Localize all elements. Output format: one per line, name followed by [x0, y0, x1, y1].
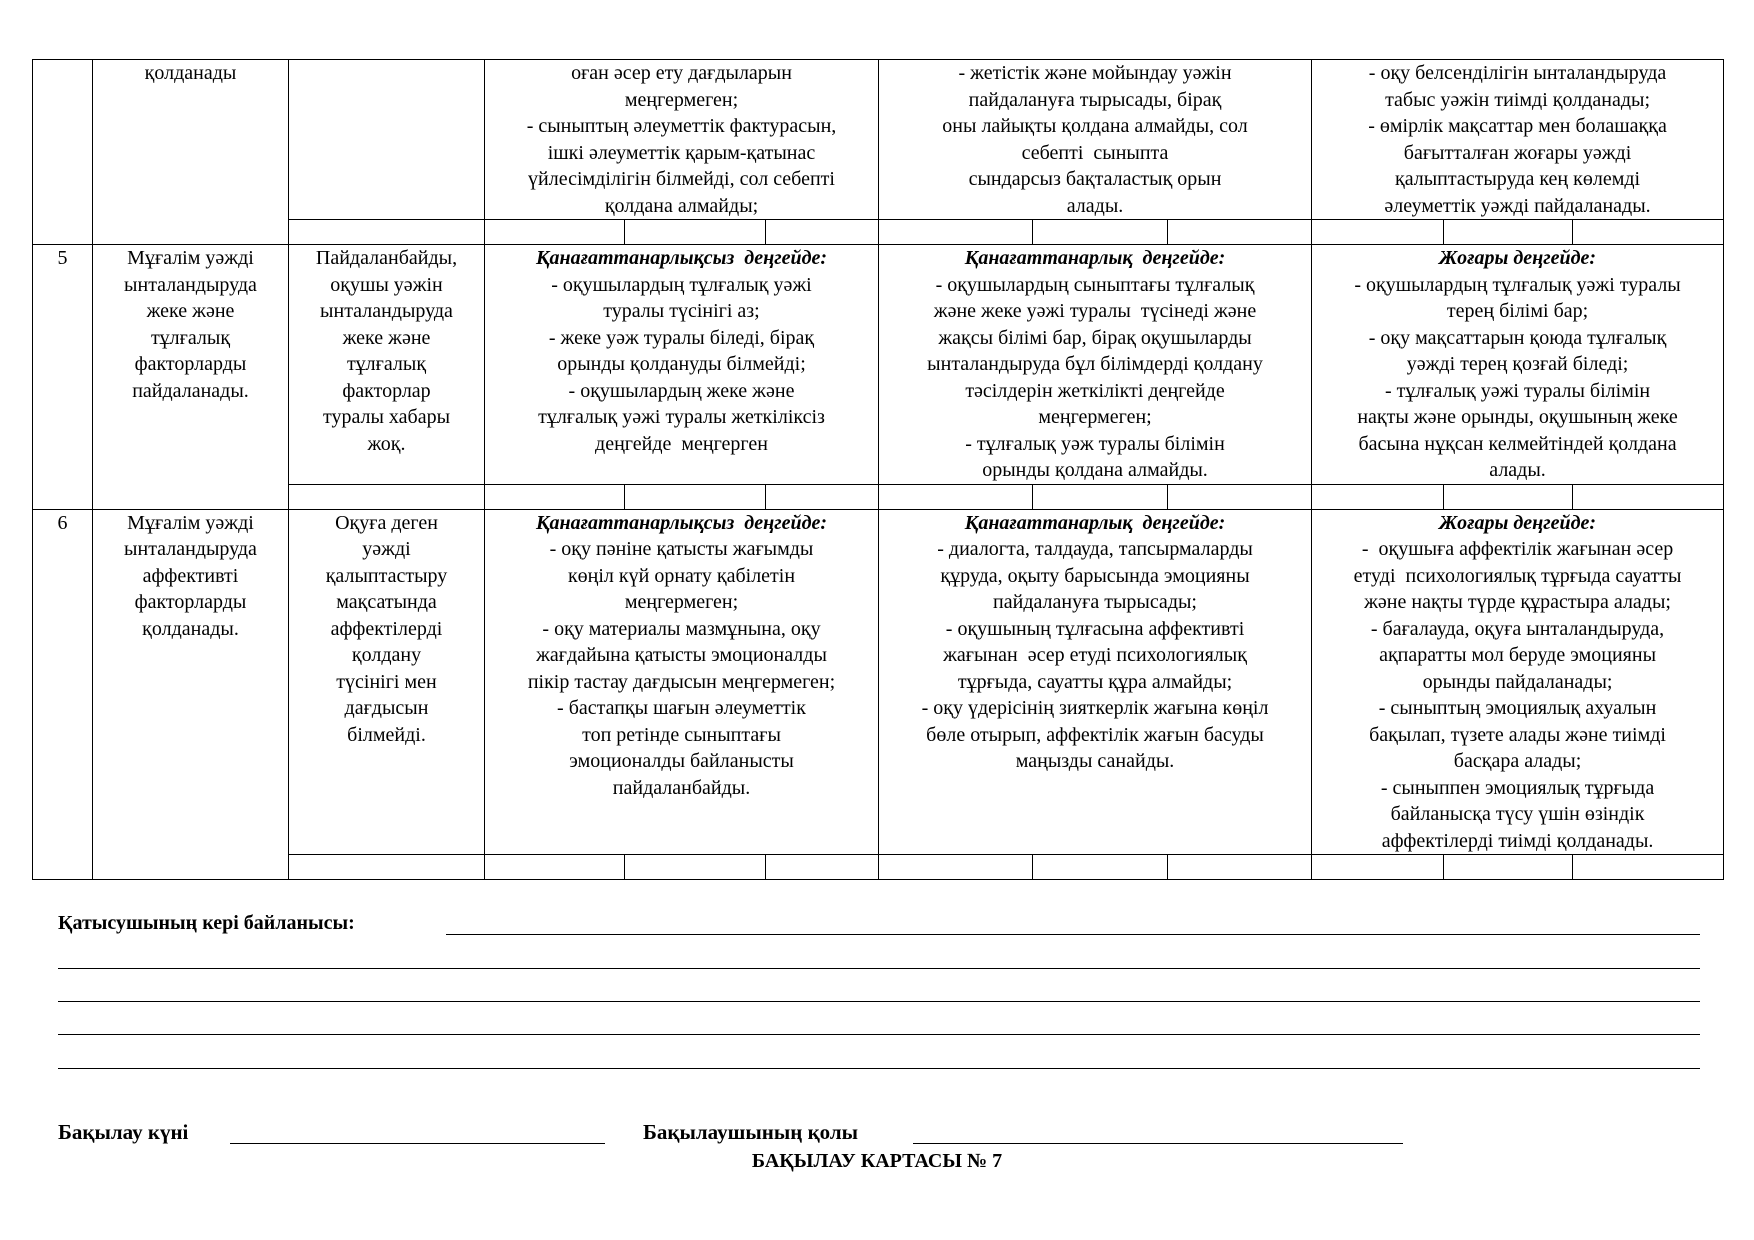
- criterion-cell-line: тұлғалық: [150, 326, 231, 349]
- not-used-cell-line: жоқ.: [367, 432, 406, 455]
- score-cell[interactable]: [766, 484, 879, 509]
- score-cell[interactable]: [1312, 484, 1444, 509]
- satisfactory-cell-line: пайдалануға тырысады;: [993, 591, 1197, 613]
- criterion-cell-line: Мұғалім уәжді: [127, 247, 254, 269]
- high-level-cell-line: басқара алады;: [1453, 750, 1582, 772]
- high-level-cell-line: байланысқа түсу үшін өзіндік: [1390, 803, 1645, 825]
- not-used-cell-line: қолдану: [351, 644, 422, 666]
- not-used-cell-line: мақсатында: [336, 591, 437, 613]
- high-level-cell-line: бағытталған жоғары уәжді: [1403, 141, 1632, 164]
- criterion-cell-line: факторларды: [134, 353, 247, 375]
- high-level-cell-line: ақпаратты мол беруде эмоцияны: [1379, 644, 1657, 666]
- satisfactory-cell: [879, 60, 1312, 220]
- unsatisfactory-cell-line: тұлғалық уәжі туралы жеткіліксіз: [538, 406, 825, 428]
- criterion-cell-line: қолданады: [144, 62, 237, 84]
- feedback-line[interactable]: [58, 1034, 1700, 1035]
- satisfactory-cell-line: құруда, оқыту барысында эмоцияны: [940, 564, 1250, 587]
- high-level-cell-line: - сыныппен эмоциялық тұрғыда: [1380, 776, 1655, 799]
- observation-table: [32, 59, 1724, 880]
- score-cell[interactable]: [1573, 484, 1724, 509]
- score-cell[interactable]: [766, 855, 879, 880]
- satisfactory-cell-line: себепті сыныпта: [1021, 141, 1169, 164]
- high-level-cell-level-heading: Жоғары деңгейде:: [1438, 247, 1597, 269]
- high-level-cell-level-heading: Жоғары деңгейде:: [1438, 511, 1597, 534]
- unsatisfactory-cell-line: орынды қолдануды білмейді;: [557, 353, 806, 375]
- score-cell[interactable]: [1573, 855, 1724, 880]
- satisfactory-cell-line: орынды қолдана алмайды.: [982, 459, 1208, 481]
- unsatisfactory-cell-line: деңгейде меңгерген: [595, 432, 768, 455]
- unsatisfactory-cell-line: - оқу пәніне қатысты жағымды: [549, 538, 814, 560]
- unsatisfactory-cell-line: туралы түсінігі аз;: [603, 300, 760, 322]
- high-level-cell-line: орынды пайдаланады;: [1422, 670, 1613, 693]
- satisfactory-cell-line: ынталандыруда бұл білімдерді қолдану: [927, 353, 1263, 375]
- observation-date-field[interactable]: [230, 1143, 605, 1144]
- score-cell[interactable]: [1168, 484, 1312, 509]
- not-used-cell-line: аффектілерді: [330, 617, 443, 640]
- high-level-cell-line: - тұлғалық уәжі туралы білімін: [1384, 379, 1651, 402]
- high-level-cell: [1312, 245, 1724, 485]
- not-used-cell-line: білмейді.: [347, 723, 426, 746]
- feedback-section: [58, 912, 1718, 935]
- observer-signature-field[interactable]: [913, 1143, 1403, 1144]
- score-cell[interactable]: [1573, 220, 1724, 245]
- not-used-cell-line: уәжді: [362, 538, 411, 560]
- high-level-cell-line: табыс уәжін тиімді қолданады;: [1385, 88, 1650, 111]
- unsatisfactory-cell-line: жағдайына қатысты эмоционалды: [536, 644, 827, 666]
- unsatisfactory-cell-line: оған әсер ету дағдыларын: [571, 62, 792, 84]
- high-level-cell: [1312, 60, 1724, 220]
- criterion-row: [33, 245, 1724, 485]
- satisfactory-cell-line: жағынан әсер етуді психологиялық: [943, 644, 1247, 666]
- unsatisfactory-cell-line: - оқу материалы мазмұнына, оқу: [542, 617, 821, 640]
- unsatisfactory-cell-line: - бастапқы шағын әлеуметтік: [557, 697, 806, 719]
- high-level-cell-line: басына нұқсан келмейтіндей қолдана: [1358, 432, 1677, 455]
- high-level-cell-line: бақылап, түзете алады және тиімді: [1369, 723, 1666, 746]
- satisfactory-cell-level-heading: Қанағаттанарлық деңгейде:: [964, 511, 1226, 534]
- score-cell[interactable]: [289, 855, 485, 880]
- satisfactory-cell-line: - оқушылардың сыныптағы тұлғалық: [935, 273, 1255, 296]
- observation-date-label: Бақылау күні: [58, 1120, 189, 1144]
- feedback-label: Қатысушының кері байланысы:: [58, 912, 355, 934]
- row-number: 5: [33, 245, 93, 510]
- unsatisfactory-cell: [485, 509, 879, 855]
- feedback-line[interactable]: [58, 1001, 1700, 1002]
- unsatisfactory-cell-line: меңгермеген;: [624, 591, 739, 613]
- criterion-cell: [93, 509, 289, 880]
- table-body: [33, 60, 1724, 880]
- score-cell[interactable]: [485, 220, 625, 245]
- satisfactory-cell-line: меңгермеген;: [1038, 406, 1152, 428]
- unsatisfactory-cell-line: үйлесімділігін білмейді, сол себепті: [528, 168, 835, 190]
- high-level-cell-line: - өмірлік мақсаттар мен болашаққа: [1368, 115, 1667, 137]
- high-level-cell-line: - оқушыға аффектілік жағынан әсер: [1361, 538, 1674, 560]
- score-cell[interactable]: [625, 484, 766, 509]
- feedback-line[interactable]: [58, 968, 1700, 969]
- score-cell[interactable]: [1168, 220, 1312, 245]
- unsatisfactory-cell-line: - жеке уәж туралы біледі, бірақ: [548, 326, 815, 349]
- score-cell[interactable]: [879, 220, 1033, 245]
- not-used-cell-line: түсінігі мен: [336, 670, 437, 693]
- satisfactory-cell-line: және жеке уәжі туралы түсінеді және: [933, 300, 1257, 322]
- criterion-cell-line: ынталандыруда: [124, 538, 257, 560]
- score-cell[interactable]: [1444, 220, 1573, 245]
- unsatisfactory-cell-line: пікір тастау дағдысын меңгермеген;: [527, 670, 836, 693]
- criterion-cell-line: жеке және: [146, 300, 235, 322]
- row-number: [33, 60, 93, 245]
- criterion-cell-line: пайдаланады.: [132, 379, 249, 402]
- unsatisfactory-cell-line: топ ретінде сыныптағы: [582, 723, 781, 746]
- not-used-cell-line: дағдысын: [344, 697, 429, 719]
- unsatisfactory-cell-line: пайдаланбайды.: [612, 776, 751, 799]
- observation-card-sheet: [32, 59, 1723, 880]
- score-cell[interactable]: [766, 220, 879, 245]
- unsatisfactory-cell-line: меңгермеген;: [624, 88, 739, 111]
- unsatisfactory-cell-line: - оқушылардың тұлғалық уәжі: [551, 273, 812, 296]
- score-cell[interactable]: [1033, 220, 1168, 245]
- feedback-line[interactable]: [58, 1068, 1700, 1069]
- unsatisfactory-cell-level-heading: Қанағаттанарлықсыз деңгейде:: [535, 511, 828, 534]
- not-used-cell: [289, 60, 485, 220]
- score-cell[interactable]: [289, 484, 485, 509]
- not-used-cell: [289, 245, 485, 485]
- score-cell[interactable]: [1033, 484, 1168, 509]
- satisfactory-cell-line: жақсы білімі бар, бірақ оқушыларды: [938, 326, 1252, 349]
- high-level-cell-line: - бағалауда, оқуға ынталандыруда,: [1370, 617, 1665, 640]
- satisfactory-cell: [879, 509, 1312, 855]
- high-level-cell-line: аффектілерді тиімді қолданады.: [1381, 829, 1654, 852]
- score-cell[interactable]: [1444, 484, 1573, 509]
- high-level-cell: [1312, 509, 1724, 855]
- high-level-cell-line: - оқу мақсаттарын қоюда тұлғалық: [1368, 326, 1667, 349]
- satisfactory-cell-line: - оқу үдерісінің зияткерлік жағына көңіл: [921, 697, 1269, 719]
- criterion-cell: [93, 60, 289, 245]
- criterion-cell-line: аффективті: [142, 564, 239, 587]
- unsatisfactory-cell-line: қолдана алмайды;: [604, 194, 759, 217]
- high-level-cell-line: етуді психологиялық тұрғыда сауатты: [1353, 564, 1682, 587]
- satisfactory-cell-line: оны лайықты қолдана алмайды, сол: [942, 115, 1248, 137]
- satisfactory-cell-line: алады.: [1066, 194, 1124, 217]
- high-level-cell-line: - оқу белсенділігін ынталандыруда: [1368, 62, 1667, 84]
- satisfactory-cell-line: - диалогта, талдауда, тапсырмаларды: [937, 538, 1253, 560]
- high-level-cell-line: және нақты түрде құрастыра алады;: [1364, 591, 1671, 613]
- score-cell[interactable]: [625, 220, 766, 245]
- satisfactory-cell-line: - жетістік және мойындау уәжін: [958, 62, 1232, 84]
- high-level-cell-line: - оқушылардың тұлғалық уәжі туралы: [1354, 273, 1681, 296]
- unsatisfactory-cell-level-heading: Қанағаттанарлықсыз деңгейде:: [535, 247, 828, 269]
- satisfactory-cell-line: - оқушының тұлғасына аффективті: [945, 617, 1245, 640]
- score-cell[interactable]: [1033, 855, 1168, 880]
- high-level-cell-line: қалыптастыруда кең көлемді: [1394, 168, 1641, 190]
- high-level-cell-line: терең білімі бар;: [1446, 300, 1589, 322]
- unsatisfactory-cell-line: - сыныптың әлеуметтік фактурасын,: [526, 115, 837, 137]
- criterion-cell: [93, 245, 289, 510]
- score-cell[interactable]: [289, 220, 485, 245]
- unsatisfactory-cell-line: - оқушылардың жеке және: [568, 379, 795, 402]
- row-number: 6: [33, 509, 93, 880]
- unsatisfactory-cell: [485, 245, 879, 485]
- satisfactory-cell-line: маңызды санайды.: [1015, 750, 1175, 772]
- high-level-cell-line: - сыныптың эмоциялық ахуалын: [1378, 697, 1657, 719]
- observer-signature-label: Бақылаушының қолы: [643, 1120, 859, 1144]
- score-cell[interactable]: [1168, 855, 1312, 880]
- unsatisfactory-cell-line: ішкі әлеуметтік қарым-қатынас: [547, 141, 816, 164]
- satisfactory-cell-line: пайдалануға тырысады, бірақ: [968, 88, 1222, 111]
- satisfactory-cell-line: сындарсыз бақталастық орын: [968, 168, 1222, 190]
- card-title: БАҚЫЛАУ КАРТАСЫ № 7: [751, 1150, 1003, 1172]
- score-cell[interactable]: [485, 855, 625, 880]
- feedback-line[interactable]: [446, 934, 1700, 935]
- high-level-cell-line: алады.: [1489, 459, 1546, 481]
- not-used-cell-line: оқушы уәжін: [330, 273, 443, 296]
- unsatisfactory-cell-line: эмоционалды байланысты: [569, 750, 794, 772]
- criterion-cell-line: факторларды: [134, 591, 247, 613]
- criterion-cell-line: қолданады.: [142, 617, 239, 640]
- high-level-cell-line: уәжді терең қозғай біледі;: [1406, 353, 1629, 375]
- high-level-cell-line: әлеуметтік уәжді пайдаланады.: [1384, 194, 1651, 217]
- satisfactory-cell-line: бөле отырып, аффектілік жағын басуды: [926, 723, 1264, 746]
- criterion-cell-line: ынталандыруда: [124, 273, 257, 296]
- criterion-row: [33, 60, 1724, 220]
- score-cell[interactable]: [1312, 220, 1444, 245]
- score-cell[interactable]: [1444, 855, 1573, 880]
- score-cell[interactable]: [625, 855, 766, 880]
- satisfactory-cell-line: - тұлғалық уәж туралы білімін: [965, 432, 1225, 455]
- score-cell[interactable]: [485, 484, 625, 509]
- high-level-cell-line: нақты және орынды, оқушының жеке: [1357, 406, 1678, 428]
- satisfactory-cell-line: тұрғыда, сауатты құра алмайды;: [957, 670, 1233, 693]
- unsatisfactory-cell-line: көңіл күй орнату қабілетін: [567, 564, 796, 587]
- score-cell[interactable]: [879, 484, 1033, 509]
- score-cell[interactable]: [879, 855, 1033, 880]
- criterion-cell-line: Мұғалім уәжді: [127, 511, 254, 534]
- not-used-cell-line: жеке және: [342, 326, 431, 349]
- not-used-cell-line: тұлғалық: [346, 353, 427, 375]
- unsatisfactory-cell: [485, 60, 879, 220]
- not-used-cell-line: Пайдаланбайды,: [315, 247, 458, 269]
- satisfactory-cell: [879, 245, 1312, 485]
- score-cell[interactable]: [1312, 855, 1444, 880]
- satisfactory-cell-line: тәсілдерін жеткілікті деңгейде: [965, 379, 1225, 402]
- satisfactory-cell-level-heading: Қанағаттанарлық деңгейде:: [964, 247, 1226, 269]
- not-used-cell-line: Оқуға деген: [335, 511, 438, 534]
- criterion-row: [33, 509, 1724, 855]
- not-used-cell-line: туралы хабары: [322, 406, 451, 428]
- not-used-cell-line: қалыптастыру: [325, 564, 448, 587]
- not-used-cell-line: факторлар: [342, 379, 431, 402]
- not-used-cell: [289, 509, 485, 855]
- not-used-cell-line: ынталандыруда: [320, 300, 453, 322]
